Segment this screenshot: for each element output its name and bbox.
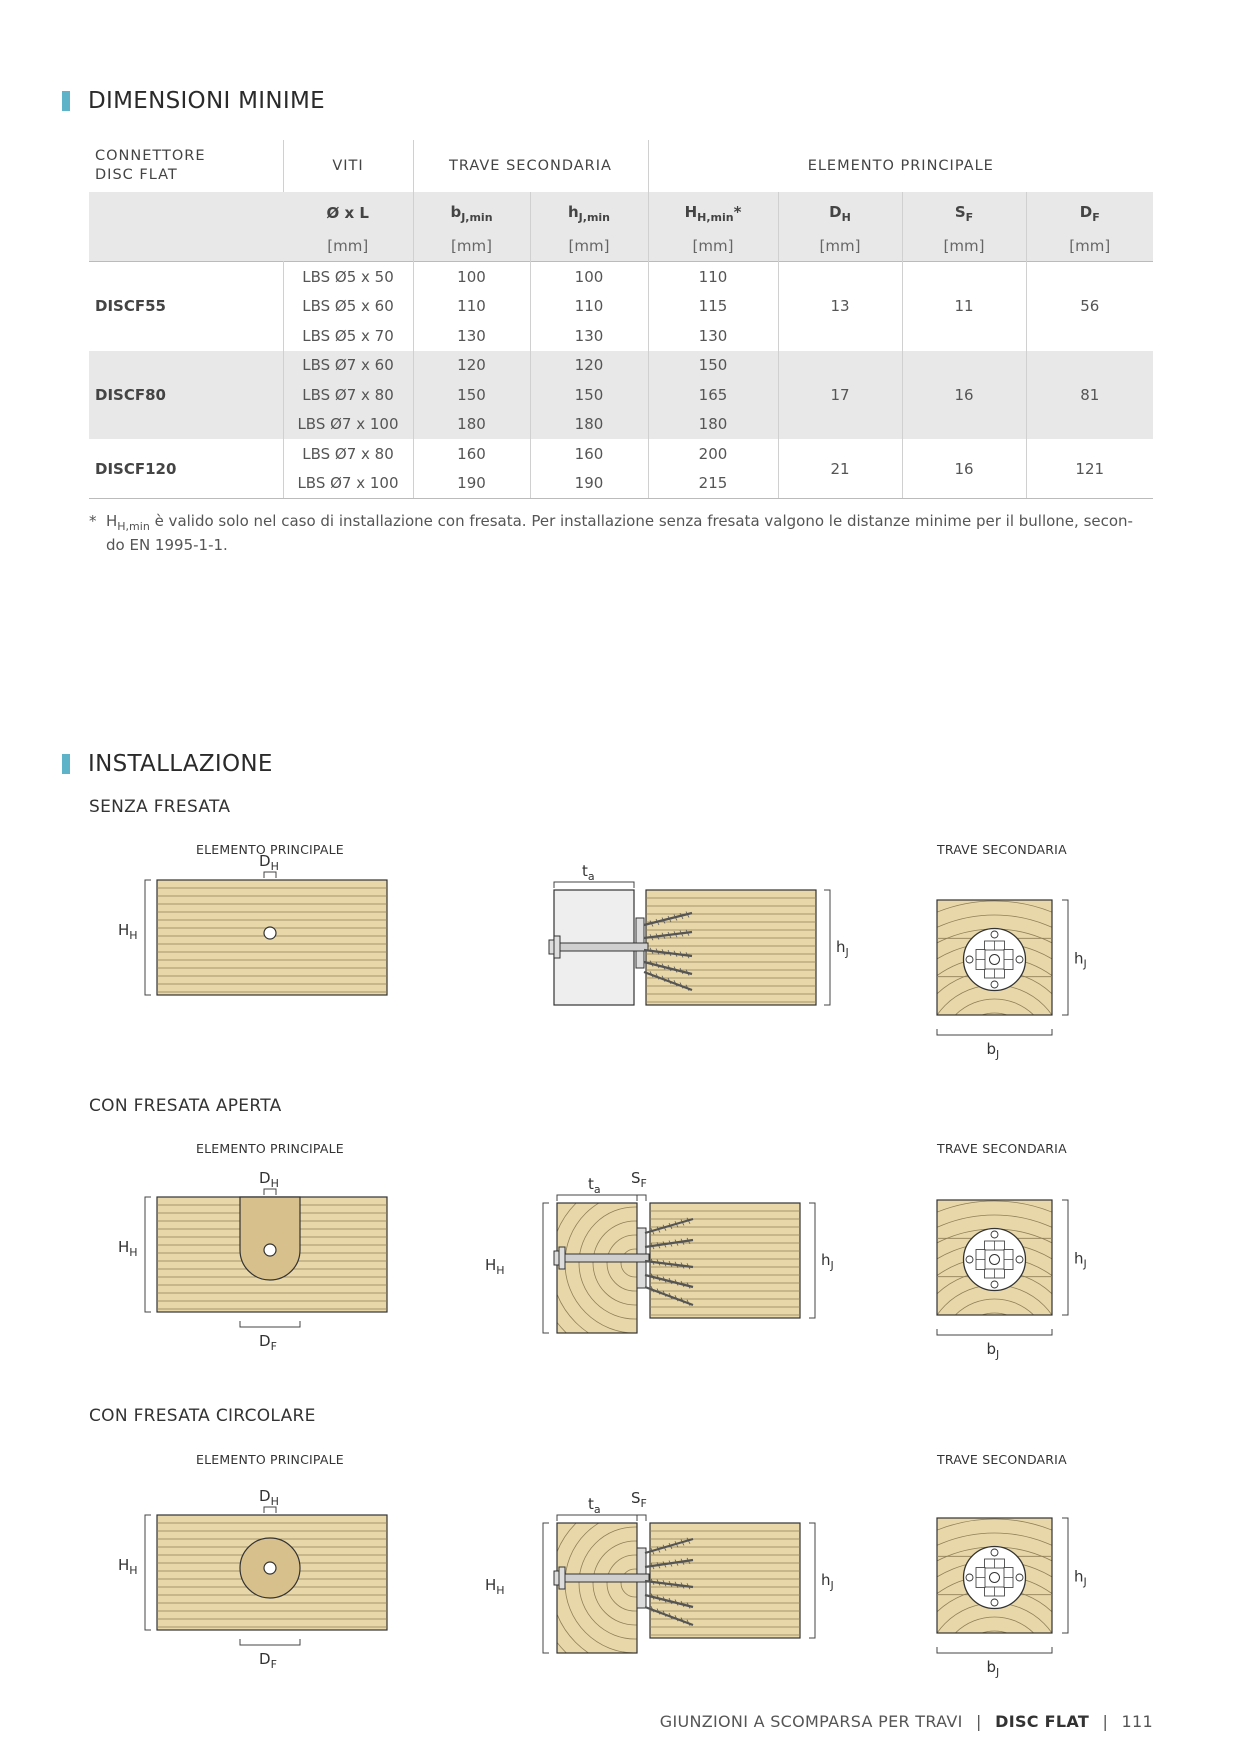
hj-dimension-bracket [809, 1203, 815, 1318]
viti-cell: LBS Ø5 x 60 [283, 292, 413, 322]
footer-separator: | [976, 1712, 982, 1731]
hh-cell: 165 [648, 380, 778, 410]
section-marker [62, 754, 70, 774]
unit-cell: [mm] [413, 230, 530, 262]
table-footnote: * $H_{H,min}$ è valido solo nel caso di installazione con fresata. Per installazione senza fresata valgono le distanze minime per il bullone, secon- do EN 1995-1-1. [89, 512, 1133, 554]
bj-cell: 120 [413, 351, 530, 381]
bj-cell: 130 [413, 321, 530, 351]
hh-dimension-bracket [543, 1523, 549, 1653]
hh-label: $H_H$ [118, 1238, 138, 1259]
dimensions-table [89, 140, 1153, 499]
unit-row [89, 230, 1153, 262]
hh-cell: 130 [648, 321, 778, 351]
bj-cell: 160 [413, 439, 530, 469]
bolt-hole [264, 1562, 276, 1574]
caption-secondaria: TRAVE SECONDARIA [937, 1141, 1067, 1156]
hh-cell: 150 [648, 351, 778, 381]
df-cell: 121 [1026, 439, 1153, 499]
hh-cell: 180 [648, 410, 778, 440]
hh-cell: 115 [648, 292, 778, 322]
disc-screw-hole [991, 1549, 998, 1556]
section-marker [62, 91, 70, 111]
viti-cell: LBS Ø7 x 80 [283, 380, 413, 410]
caption-principale: ELEMENTO PRINCIPALE [196, 1141, 344, 1156]
sf-label: $S_F$ [631, 1169, 647, 1190]
hh-cell: 110 [648, 262, 778, 292]
bj-cell: 110 [413, 292, 530, 322]
bj-dimension-bracket [937, 1329, 1052, 1335]
section-title: DIMENSIONI MINIME [88, 88, 325, 114]
section-installazione [62, 751, 273, 777]
dh-label: $D_H$ [259, 1169, 279, 1190]
hh-cell: 215 [648, 469, 778, 499]
hj-cell: 110 [530, 292, 648, 322]
hj-cell: 190 [530, 469, 648, 499]
df-dimension-bracket [240, 1639, 300, 1645]
caption-secondaria: TRAVE SECONDARIA [937, 1452, 1067, 1467]
header-trave: TRAVE SECONDARIA [413, 140, 648, 192]
table-row [89, 439, 1153, 469]
dh-cell: 17 [778, 351, 902, 440]
bj-cell: 180 [413, 410, 530, 440]
page-footer [660, 1712, 1153, 1731]
bolt-washer [554, 1571, 559, 1585]
secondary-beam-diagram [925, 1508, 1105, 1678]
bj-label: $b_J$ [986, 1040, 1000, 1061]
disc-screw-hole [966, 956, 973, 963]
disc-center-hole [990, 1573, 1000, 1583]
main-element-diagram [110, 852, 400, 1020]
df-cell: 56 [1026, 262, 1153, 351]
sym-bj: $b_{J,min}$ [413, 192, 530, 230]
bolt [560, 943, 648, 951]
hj-label: $h_J$ [821, 1251, 834, 1272]
viti-cell: LBS Ø5 x 70 [283, 321, 413, 351]
dh-label: $D_H$ [259, 852, 279, 873]
bolt-head [554, 936, 560, 958]
table-row [89, 262, 1153, 292]
side-section-diagram [540, 862, 880, 1020]
bj-dimension-bracket [937, 1029, 1052, 1035]
secondary-beam-side [650, 1203, 800, 1318]
sym-dh: $D_H$ [778, 192, 902, 230]
disc-screw-hole [991, 1281, 998, 1288]
secondary-beam-diagram [925, 890, 1105, 1060]
hj-dimension-bracket [1062, 900, 1068, 1015]
dh-cell: 21 [778, 439, 902, 499]
unit-cell: [mm] [778, 230, 902, 262]
hj-dimension-bracket [824, 890, 830, 1005]
sf-cell: 11 [902, 262, 1026, 351]
df-label: $D_F$ [259, 1650, 277, 1671]
group-header-row [89, 140, 1153, 192]
connector-code: DISCF55 [95, 297, 166, 316]
symbol-header-row [89, 192, 1153, 230]
hj-dimension-bracket [809, 1523, 815, 1638]
bj-cell: 150 [413, 380, 530, 410]
unit-cell: [mm] [530, 230, 648, 262]
section-dimensioni [62, 88, 325, 114]
hj-cell: 120 [530, 351, 648, 381]
sf-cell: 16 [902, 439, 1026, 499]
ta-label: $t_a$ [588, 1175, 601, 1196]
disc-screw-hole [1016, 1256, 1023, 1263]
hh-label: $H_H$ [118, 1556, 138, 1577]
footer-product: DISC FLAT [995, 1712, 1090, 1731]
hh-dimension-bracket [543, 1203, 549, 1333]
bj-cell: 190 [413, 469, 530, 499]
viti-cell: LBS Ø7 x 100 [283, 410, 413, 440]
bolt-head [559, 1247, 565, 1269]
page-number: 111 [1121, 1712, 1153, 1731]
header-elemento: ELEMENTO PRINCIPALE [648, 140, 1153, 192]
disc-screw-hole [1016, 956, 1023, 963]
caption-secondaria: TRAVE SECONDARIA [937, 842, 1067, 857]
df-label: $D_F$ [259, 1332, 277, 1353]
unit-cell: [mm] [1026, 230, 1153, 262]
hj-cell: 130 [530, 321, 648, 351]
sym-hh: $H_{H,min}*$ [648, 192, 778, 230]
disc-screw-hole [966, 1256, 973, 1263]
bolt-hole [264, 1244, 276, 1256]
hj-label: $h_J$ [1074, 1249, 1087, 1271]
variant-title: SENZA FRESATA [89, 797, 231, 817]
hj-dimension-bracket [1062, 1200, 1068, 1315]
hh-label: $H_H$ [485, 1576, 505, 1597]
disc-screw-hole [966, 1574, 973, 1581]
disc-screw-hole [991, 1231, 998, 1238]
section-title: INSTALLAZIONE [88, 751, 273, 777]
viti-cell: LBS Ø5 x 50 [283, 262, 413, 292]
ta-label: $t_a$ [588, 1495, 601, 1516]
bj-dimension-bracket [937, 1647, 1052, 1653]
hj-label: $h_J$ [821, 1571, 834, 1592]
hj-cell: 180 [530, 410, 648, 440]
hj-label: $h_J$ [836, 938, 849, 959]
hj-cell: 150 [530, 380, 648, 410]
header-viti: VITI [283, 140, 413, 192]
secondary-beam-side [650, 1523, 800, 1638]
df-dimension-bracket [240, 1321, 300, 1327]
disc-screw-hole [991, 931, 998, 938]
main-element-diagram [110, 1160, 400, 1353]
table-row [89, 351, 1153, 381]
bolt-washer [549, 940, 554, 954]
ta-label: $t_a$ [582, 862, 595, 883]
hj-cell: 160 [530, 439, 648, 469]
disc-screw-hole [991, 981, 998, 988]
bolt-washer [554, 1251, 559, 1265]
connector-code: DISCF120 [89, 439, 283, 499]
hh-dimension-bracket [145, 1197, 151, 1312]
sym-sf: $S_F$ [902, 192, 1026, 230]
viti-cell: LBS Ø7 x 60 [283, 351, 413, 381]
unit-cell: [mm] [902, 230, 1026, 262]
bj-label: $b_J$ [986, 1658, 1000, 1679]
secondary-beam-diagram [925, 1190, 1105, 1360]
sf-label: $S_F$ [631, 1489, 647, 1510]
side-section-diagram [485, 1158, 885, 1333]
unit-cell: [mm] [648, 230, 778, 262]
side-section-diagram [485, 1478, 885, 1653]
header-connettore: CONNETTORE DISC FLAT [95, 148, 206, 183]
sf-dimension-bracket [637, 1195, 646, 1201]
main-element-diagram [110, 1478, 400, 1671]
sym-hj: $h_{J,min}$ [530, 192, 648, 230]
hh-dimension-bracket [145, 880, 151, 995]
footer-separator: | [1102, 1712, 1109, 1731]
bj-cell: 100 [413, 262, 530, 292]
caption-principale: ELEMENTO PRINCIPALE [196, 842, 344, 857]
dh-label: $D_H$ [259, 1487, 279, 1508]
hj-label: $h_J$ [1074, 949, 1087, 971]
sf-dimension-bracket [637, 1515, 646, 1521]
sym-dxl: Ø x L [326, 204, 369, 222]
caption-principale: ELEMENTO PRINCIPALE [196, 1452, 344, 1467]
viti-cell: LBS Ø7 x 100 [283, 469, 413, 499]
disc-screw-hole [1016, 1574, 1023, 1581]
sf-cell: 16 [902, 351, 1026, 440]
disc-screw-hole [991, 1599, 998, 1606]
hh-label: $H_H$ [118, 921, 138, 942]
hj-dimension-bracket [1062, 1518, 1068, 1633]
bolt-hole [264, 927, 276, 939]
hh-label: $H_H$ [485, 1256, 505, 1277]
unit-cell: [mm] [327, 236, 369, 255]
hj-label: $h_J$ [1074, 1567, 1087, 1589]
sym-df: $D_F$ [1026, 192, 1153, 230]
bolt [565, 1574, 649, 1582]
open-milling-slot [240, 1197, 300, 1280]
hj-cell: 100 [530, 262, 648, 292]
bolt [565, 1254, 649, 1262]
footer-series: GIUNZIONI A SCOMPARSA PER TRAVI [659, 1712, 963, 1731]
variant-title: CON FRESATA APERTA [89, 1096, 282, 1116]
df-cell: 81 [1026, 351, 1153, 440]
bj-label: $b_J$ [986, 1340, 1000, 1361]
bolt-head [559, 1567, 565, 1589]
secondary-beam-side [646, 890, 816, 1005]
viti-cell: LBS Ø7 x 80 [283, 439, 413, 469]
hh-dimension-bracket [145, 1515, 151, 1630]
disc-center-hole [990, 1255, 1000, 1265]
variant-title: CON FRESATA CIRCOLARE [89, 1406, 316, 1426]
dh-cell: 13 [778, 262, 902, 351]
connector-code: DISCF80 [95, 385, 166, 404]
disc-center-hole [990, 955, 1000, 965]
hh-cell: 200 [648, 439, 778, 469]
